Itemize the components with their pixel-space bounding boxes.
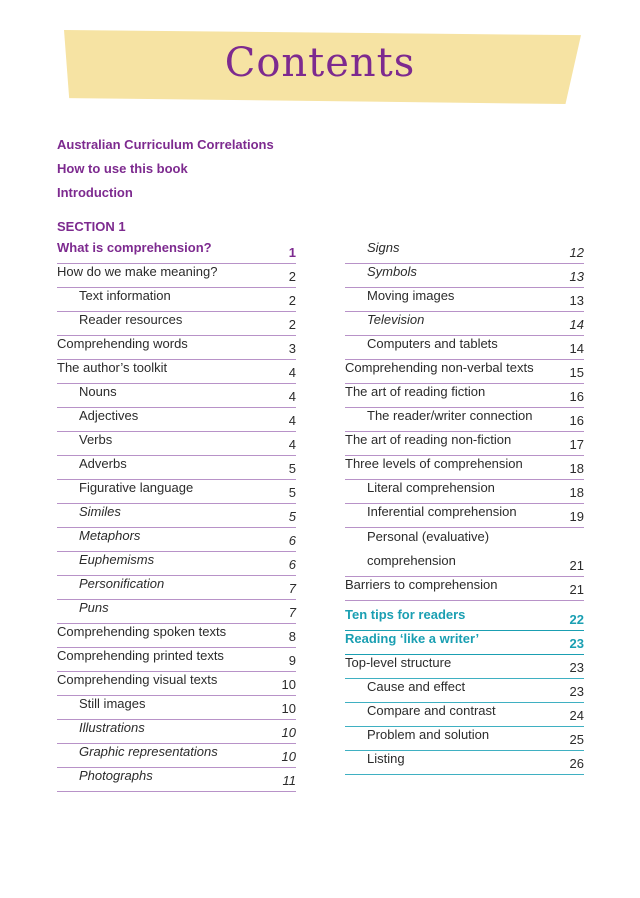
toc-entry-label: Comprehending printed texts: [57, 648, 224, 663]
toc-entry-page: 10: [281, 725, 296, 740]
toc-entry-label: Compare and contrast: [367, 703, 496, 718]
toc-entry[interactable]: [345, 751, 584, 775]
toc-entry-page: 23: [569, 660, 584, 675]
toc-entry-page: 18: [569, 485, 584, 500]
toc-entry-label: Comprehending words: [57, 336, 188, 351]
toc-entry-label: Listing: [367, 751, 405, 766]
toc-entry-page: 10: [281, 677, 296, 692]
toc-entry-page: 6: [288, 533, 296, 548]
toc-entry-label: Photographs: [79, 768, 153, 783]
toc-entry-label: Reader resources: [79, 312, 183, 327]
toc-entry-page: 18: [569, 461, 584, 476]
toc-entry-label: Comprehending visual texts: [57, 672, 218, 687]
toc-entry-label: Signs: [367, 240, 400, 255]
toc-entry-label: Moving images: [367, 288, 455, 303]
toc-entry-page: 21: [569, 558, 584, 573]
toc-entry-page: 22: [569, 612, 584, 627]
toc-entry-page: 14: [569, 317, 584, 332]
toc-entry-label: Personification: [79, 576, 165, 591]
toc-entry-page: 5: [288, 485, 296, 500]
toc-column-right: [345, 240, 584, 775]
toc-entry-label: Barriers to comprehension: [345, 577, 498, 592]
toc-entry-label: Personal (evaluative) comprehension: [367, 529, 490, 568]
toc-entry-label: How do we make meaning?: [57, 264, 218, 279]
toc-entry-label: Text information: [79, 288, 171, 303]
section-label: SECTION 1: [57, 219, 126, 234]
toc-entry-label: The reader/writer connection: [367, 408, 533, 423]
toc-entry-label: Cause and effect: [367, 679, 466, 694]
toc-entry-page: 4: [288, 413, 296, 428]
toc-entry-label: Inferential comprehension: [367, 504, 517, 519]
toc-entry-page: 21: [569, 582, 584, 597]
toc-entry-page: 25: [569, 732, 584, 747]
toc-entry-label: Literal comprehension: [367, 480, 495, 495]
toc-entry-label: Figurative language: [79, 480, 194, 495]
toc-entry-page: 8: [288, 629, 296, 644]
toc-entry-page: 26: [569, 756, 584, 771]
toc-entry-label: Top-level structure: [345, 655, 452, 670]
toc-entry-page: 1: [288, 245, 296, 260]
intro-item[interactable]: Australian Curriculum Correlations: [57, 137, 274, 152]
toc-entry-page: 19: [569, 509, 584, 524]
toc-entry-page: 7: [288, 605, 296, 620]
toc-entry-label: What is comprehension?: [57, 240, 212, 255]
toc-entry-page: 2: [288, 269, 296, 284]
toc-entry-label: Illustrations: [79, 720, 145, 735]
toc-entry-page: 12: [569, 245, 584, 260]
toc-entry-label: Adverbs: [79, 456, 127, 471]
toc-entry-page: 10: [281, 749, 296, 764]
toc-entry-page: 17: [569, 437, 584, 452]
toc-entry-page: 5: [288, 509, 296, 524]
toc-entry-label: Metaphors: [79, 528, 141, 543]
toc-entry-label: Puns: [79, 600, 109, 615]
toc-entry-page: 15: [569, 365, 584, 380]
toc-entry-label: The art of reading fiction: [345, 384, 486, 399]
toc-entry-label: Adjectives: [79, 408, 139, 423]
toc-entry-label: Similes: [79, 504, 121, 519]
toc-entry[interactable]: [345, 577, 584, 601]
toc-entry-label: Comprehending non-verbal texts: [345, 360, 534, 375]
intro-list: [57, 135, 274, 207]
toc-entry-page: 11: [282, 773, 296, 788]
toc-entry-page: 13: [569, 293, 584, 308]
toc-entry-page: 16: [569, 389, 584, 404]
intro-item[interactable]: Introduction: [57, 185, 133, 200]
toc-entry-page: 23: [569, 636, 584, 651]
toc-entry-page: 4: [288, 365, 296, 380]
toc-entry-page: 4: [288, 389, 296, 404]
toc-entry-label: The art of reading non-fiction: [345, 432, 512, 447]
toc-entry[interactable]: [345, 528, 584, 577]
toc-entry-label: Euphemisms: [79, 552, 155, 567]
page-title: Contents: [224, 40, 416, 86]
toc-entry-page: 23: [569, 684, 584, 699]
toc-entry-page: 10: [281, 701, 296, 716]
toc-column-left: [57, 240, 296, 792]
toc-entry-page: 2: [288, 317, 296, 332]
toc-entry-label: Computers and tablets: [367, 336, 498, 351]
toc-entry-page: 4: [288, 437, 296, 452]
toc-entry-page: 3: [288, 341, 296, 356]
toc-entry-page: 16: [569, 413, 584, 428]
toc-entry-label: Television: [367, 312, 425, 327]
toc-entry-label: Problem and solution: [367, 727, 490, 742]
toc-entry-page: 13: [569, 269, 584, 284]
toc-entry-label: Reading ‘like a writer’: [345, 631, 480, 646]
toc-entry-label: Nouns: [79, 384, 117, 399]
toc-entry[interactable]: [57, 768, 296, 792]
toc-entry-page: 9: [288, 653, 296, 668]
toc-entry-label: Graphic representations: [79, 744, 218, 759]
toc-entry-page: 7: [288, 581, 296, 596]
toc-entry-page: 5: [288, 461, 296, 476]
toc-entry-label: The author’s toolkit: [57, 360, 168, 375]
toc-entry-label: Still images: [79, 696, 146, 711]
toc-entry-label: Symbols: [367, 264, 417, 279]
toc-entry-label: Three levels of comprehension: [345, 456, 523, 471]
toc-entry-label: Verbs: [79, 432, 113, 447]
intro-item[interactable]: How to use this book: [57, 161, 188, 176]
toc-entry-page: 14: [569, 341, 584, 356]
toc-entry-page: 6: [288, 557, 296, 572]
toc-entry-page: 24: [569, 708, 584, 723]
toc-entry-label: Comprehending spoken texts: [57, 624, 227, 639]
toc-entry-label: Ten tips for readers: [345, 607, 466, 622]
toc-entry-page: 2: [288, 293, 296, 308]
